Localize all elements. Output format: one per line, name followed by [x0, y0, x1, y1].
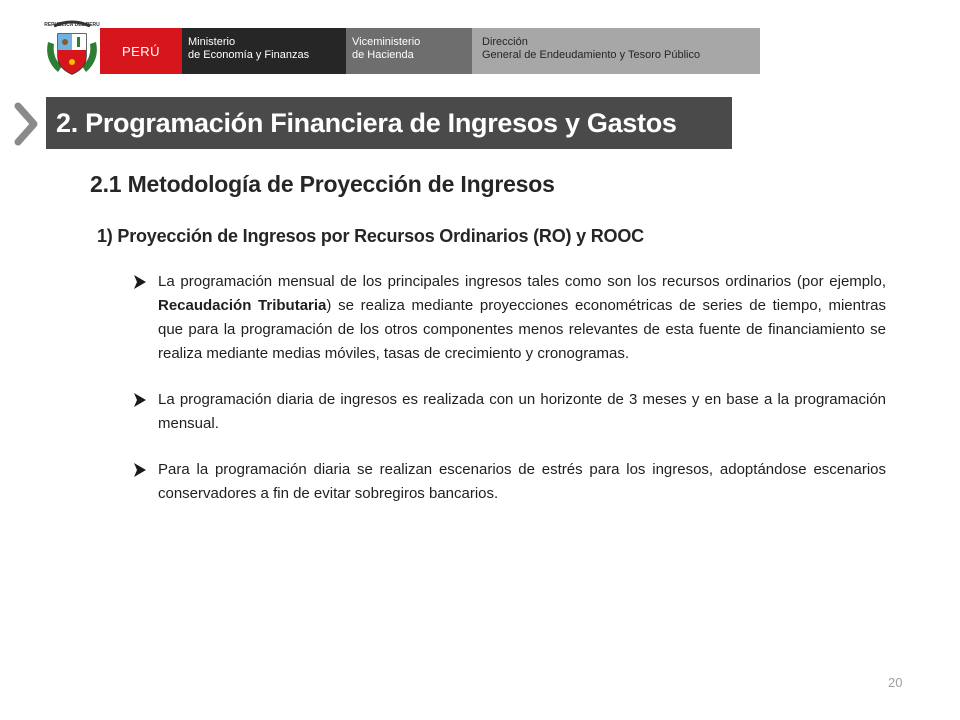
arrow-bullet-icon	[132, 392, 148, 408]
direction-line-1: Dirección	[482, 36, 528, 48]
subsubsection-title: 1) Proyección de Ingresos por Recursos Ordinarios (RO) y ROOC	[97, 226, 644, 246]
vice-line-1: Viceministerio	[352, 36, 421, 48]
peru-coat-of-arms-logo	[40, 16, 104, 80]
bullet-item-1	[132, 270, 886, 366]
direction-line-2: General de Endeudamiento y Tesoro Público	[482, 49, 701, 61]
bullet-item-2	[132, 388, 886, 436]
peru-label: PERÚ	[121, 43, 161, 59]
svg-text:REPUBLICA DEL PERU: REPUBLICA DEL PERU	[44, 22, 100, 28]
peru-brand-box	[100, 28, 182, 74]
direction-box	[472, 28, 760, 74]
page-number: 20	[888, 675, 903, 690]
bullet-2-text: La programación diaria de ingresos es realizada con un horizonte de 3 meses y en base a la programación mensual.	[158, 391, 886, 432]
subsection-title: 2.1 Metodología de Proyección de Ingresos	[90, 171, 555, 197]
arrow-bullet-icon	[132, 274, 148, 290]
ministry-line-2: de Economía y Finanzas	[188, 49, 310, 61]
bullet-1-text-a: La programación mensual de los principales ingresos tales como son los recursos ordinarios (por ejemplo,	[158, 273, 886, 290]
section-title: 2. Programación Financiera de Ingresos y Gastos	[56, 107, 677, 138]
bullet-item-3	[132, 458, 886, 506]
bullet-1-text-b: ) se realiza mediante proyecciones econométricas de series de tiempo, mientras que para la programación de los otros componentes menos relevantes de esta fuente de financiamiento se realiza mediante medias móviles, tasas de crecimiento y cronogramas.	[158, 297, 886, 362]
arrow-bullet-icon	[132, 462, 148, 478]
ministry-box	[182, 28, 346, 74]
viceministry-box	[346, 28, 472, 74]
bullet-1-bold: Recaudación Tributaria	[158, 297, 327, 314]
section-title-bar	[46, 97, 732, 149]
vice-line-2: de Hacienda	[352, 49, 414, 61]
chevron-right-icon	[14, 102, 42, 146]
ministry-line-1: Ministerio	[188, 36, 236, 48]
bullet-3-text: Para la programación diaria se realizan escenarios de estrés para los ingresos, adoptándose escenarios conservadores a fin de evitar sobregiros bancarios.	[158, 461, 886, 502]
bullet-list	[132, 270, 886, 528]
